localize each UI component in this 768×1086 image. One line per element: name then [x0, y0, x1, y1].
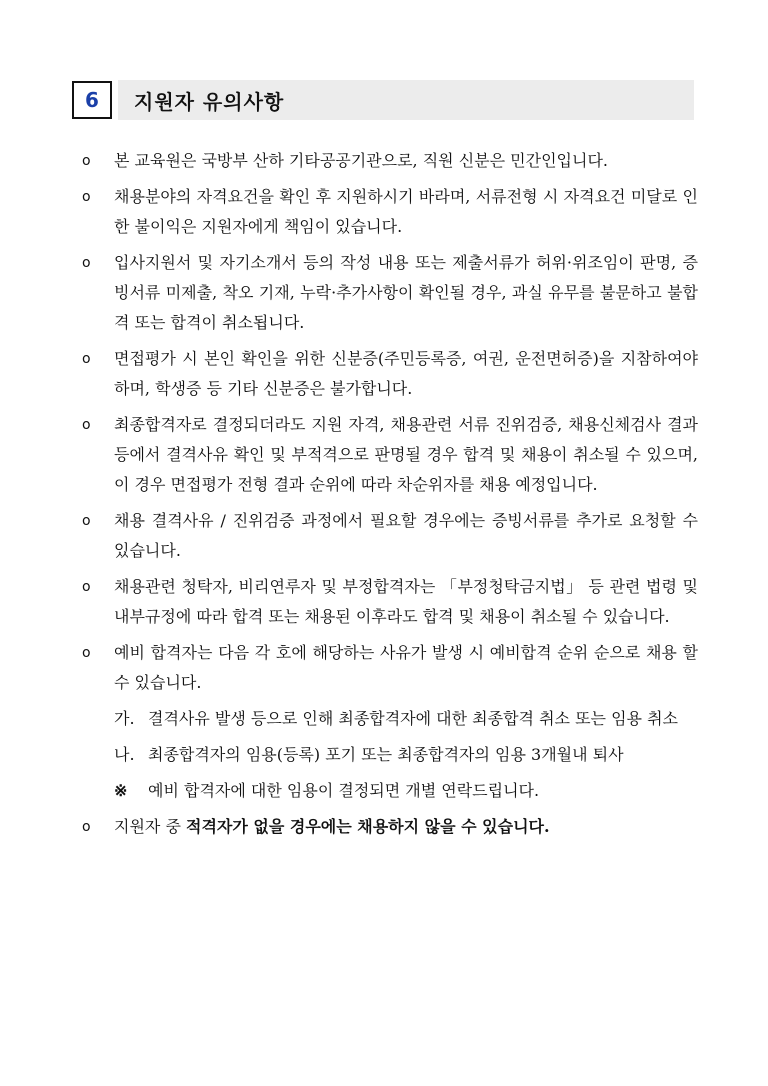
bullet-icon: ο — [82, 351, 91, 367]
item-text: 면접평가 시 본인 확인을 위한 신분증(주민등록증, 여권, 운전면허증)을 지참하여야 하며, 학생증 등 기타 신분증은 불가합니다. — [114, 349, 698, 398]
item-text: 채용분야의 자격요건을 확인 후 지원하시기 바라며, 서류전형 시 자격요건 미달로 인한 불이익은 지원자에게 책임이 있습니다. — [114, 187, 698, 236]
bullet-icon: ο — [82, 189, 91, 205]
list-item — [82, 638, 698, 698]
sub-item-mark: 가. — [114, 709, 135, 728]
section-header — [72, 80, 694, 120]
section-title: 지원자 유의사항 — [134, 89, 285, 114]
section-number: 6 — [72, 81, 112, 119]
sub-item-text: 결격사유 발생 등으로 인해 최종합격자에 대한 최종합격 취소 또는 임용 취소 — [148, 709, 678, 728]
list-item — [82, 248, 698, 338]
item-text-bold: 적격자가 없을 경우에는 채용하지 않을 수 있습니다. — [186, 817, 550, 836]
item-text: 채용관련 청탁자, 비리연루자 및 부정합격자는 「부정청탁금지법」 등 관련 법령 및 내부규정에 따라 합격 또는 채용된 이후라도 합격 및 채용이 취소될 수 있습니다. — [114, 577, 698, 626]
note-mark-icon: ※ — [114, 781, 128, 800]
list-item — [82, 572, 698, 632]
section-title-bar — [118, 80, 694, 120]
list-item — [82, 182, 698, 242]
list-item — [82, 812, 698, 842]
notice-list — [82, 146, 698, 848]
sub-item — [82, 704, 698, 734]
bullet-icon: ο — [82, 819, 91, 835]
list-item — [82, 344, 698, 404]
item-text: 채용 결격사유 / 진위검증 과정에서 필요할 경우에는 증빙서류를 추가로 요청할 수 있습니다. — [114, 511, 698, 560]
item-text: 최종합격자로 결정되더라도 지원 자격, 채용관련 서류 진위검증, 채용신체검사 결과 등에서 결격사유 확인 및 부적격으로 판명될 경우 합격 및 채용이 취소될 수 있으며, 이 경우 면접평가 전형 결과 순위에 따라 차순위자를 채용 예정입니다. — [114, 415, 698, 494]
bullet-icon: ο — [82, 417, 91, 433]
bullet-icon: ο — [82, 513, 91, 529]
list-item — [82, 146, 698, 176]
item-text: 본 교육원은 국방부 산하 기타공공기관으로, 직원 신분은 민간인입니다. — [114, 151, 608, 170]
list-item — [82, 410, 698, 500]
note — [82, 776, 698, 806]
sub-item-mark: 나. — [114, 745, 135, 764]
bullet-icon: ο — [82, 255, 91, 271]
note-text: 예비 합격자에 대한 임용이 결정되면 개별 연락드립니다. — [148, 781, 540, 800]
item-text: 예비 합격자는 다음 각 호에 해당하는 사유가 발생 시 예비합격 순위 순으로 채용 할 수 있습니다. — [114, 643, 698, 692]
list-item — [82, 506, 698, 566]
sub-item-text: 최종합격자의 임용(등록) 포기 또는 최종합격자의 임용 3개월내 퇴사 — [148, 745, 624, 764]
bullet-icon: ο — [82, 645, 91, 661]
item-text: 입사지원서 및 자기소개서 등의 작성 내용 또는 제출서류가 허위·위조임이 판명, 증빙서류 미제출, 착오 기재, 누락·추가사항이 확인될 경우, 과실 유무를 불문하고 불합격 또는 합격이 취소됩니다. — [114, 253, 698, 332]
bullet-icon: ο — [82, 153, 91, 169]
sub-item — [82, 740, 698, 770]
bullet-icon: ο — [82, 579, 91, 595]
item-text-plain: 지원자 중 — [114, 817, 186, 836]
